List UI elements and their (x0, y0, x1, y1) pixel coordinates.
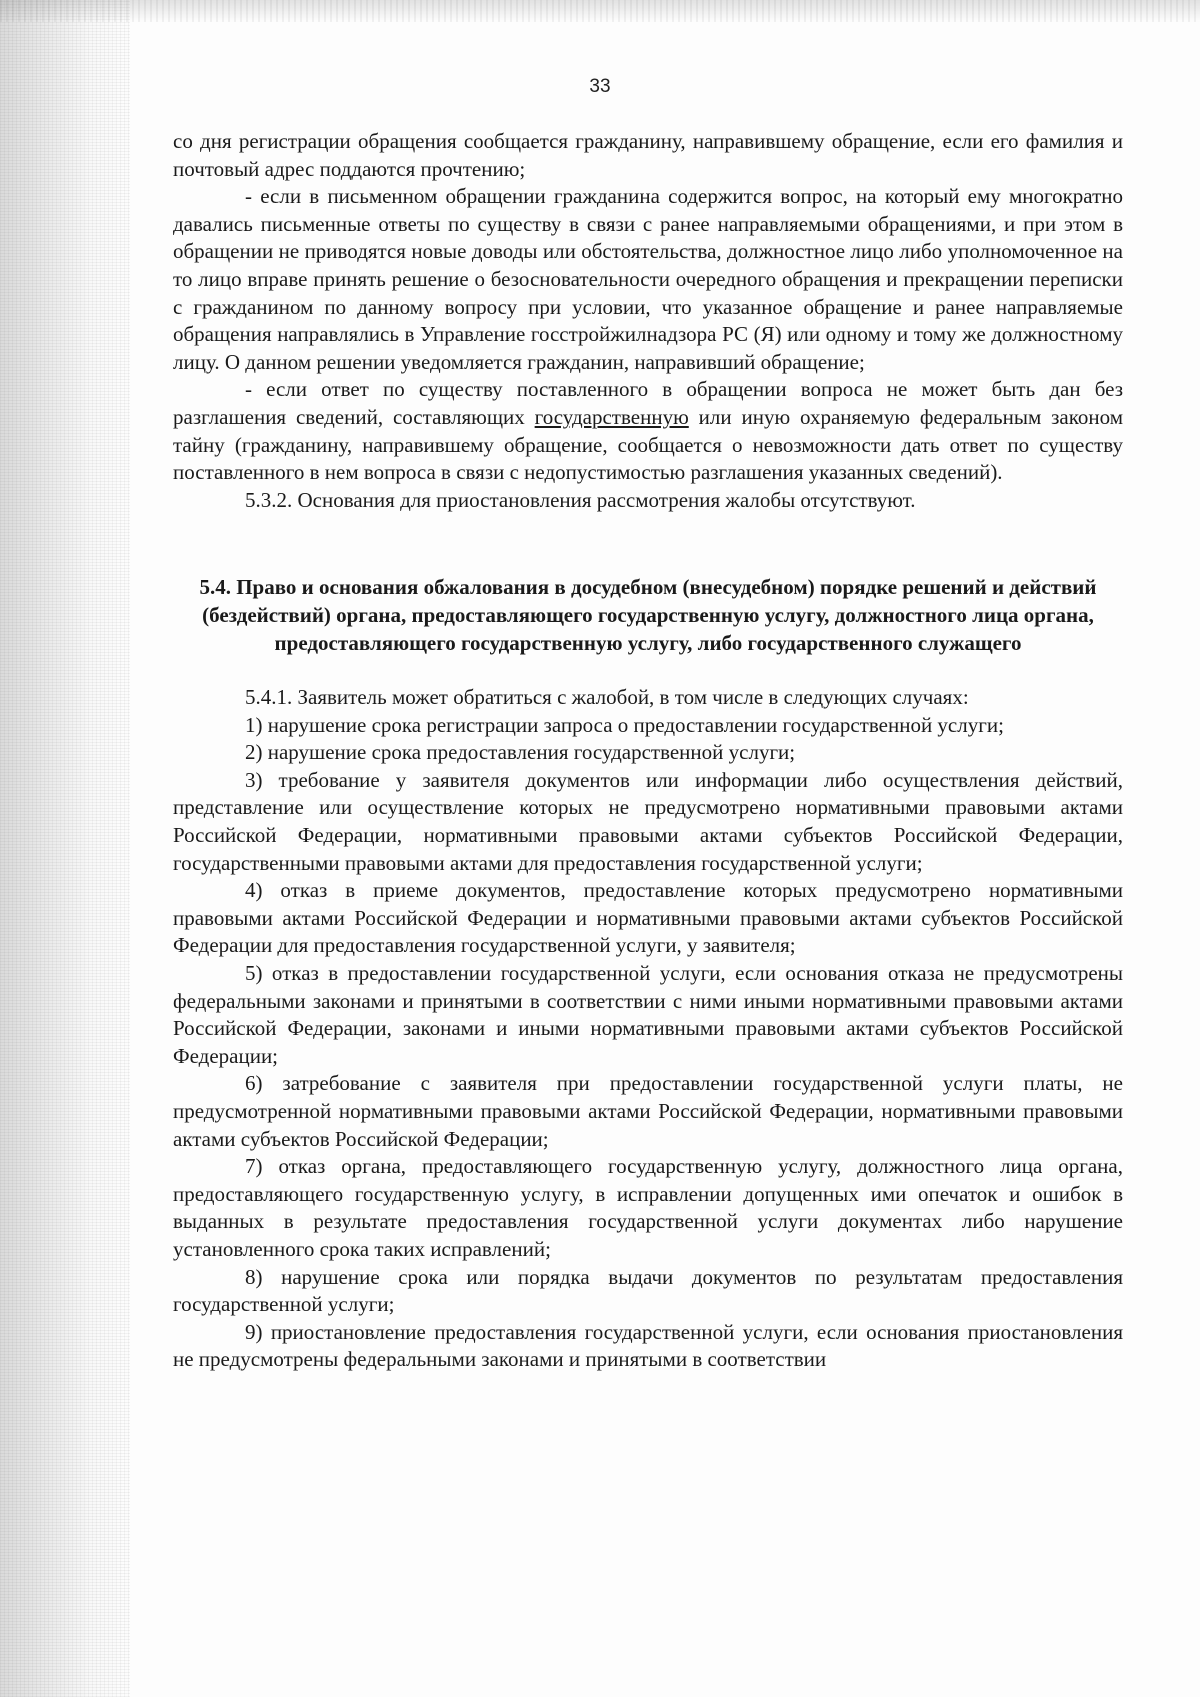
list-item: 9) приостановление предоставления государственной услуги, если основания приостановления не предусмотрены федеральными законами и принятыми в соответствии (173, 1319, 1123, 1372)
list-item: 3) требование у заявителя документов или информации либо осуществления действий, представление или осуществление которых не предусмотрено нормативными правовыми актами Российской Федерации, нормативными правовыми актами субъектов Российской Федерации, государственными правовыми актами для предоставления государственной услуги; (173, 767, 1123, 875)
page-number: 33 (589, 76, 611, 97)
list-item: 7) отказ органа, предоставляющего государственную услугу, должностного лица органа, предоставляющего государственную услугу, в исправлении допущенных ими опечаток и ошибок в выданных в результате предоставления государственной услуги документах либо нарушение установленного срока таких исправлений; (173, 1154, 1123, 1261)
secret-text-before: - если ответ по существу поставленного в обращении вопроса не может быть дан без разглашения сведений, составляющих (173, 377, 1123, 429)
list-item: 5) отказ в предоставлении государственной услуги, если основания отказа не предусмотрены федеральными законами и принятыми в соответствии с ними иными нормативными правовыми актами Российской Федерации, законами и иными нормативными правовыми актами субъектов Российской Федерации; (173, 961, 1123, 1068)
paragraph-continuation: со дня регистрации обращения сообщается гражданину, направившему обращение, если его фамилия и почтовый адрес поддаются прочтению; (173, 129, 1123, 181)
paragraph-5-3-2: 5.3.2. Основания для приостановления рассмотрения жалобы отсутствуют. (245, 487, 916, 512)
list-item: 1) нарушение срока регистрации запроса о предоставлении государственной услуги; (245, 712, 1004, 737)
section-heading-5-4: 5.4. Право и основания обжалования в досудебном (внесудебном) порядке решений и действий (бездействий) органа, предоставляющего государственную услугу, должностного лица органа, предоставляющего государственную услугу, либо государственного служащего (199, 575, 1097, 655)
list-item: 4) отказ в приеме документов, предоставление которых предусмотрено нормативными правовыми актами Российской Федерации и нормативными правовыми актами субъектов Российской Федерации для предоставления государственной услуги, у заявителя; (173, 878, 1123, 958)
list-item: 6) затребование с заявителя при предоставлении государственной услуги платы, не предусмотренной нормативными правовыми актами Российской Федерации, нормативными правовыми актами субъектов Российской Федерации; (173, 1071, 1123, 1151)
secret-text-underlined: государственную (534, 404, 689, 429)
paragraph-state-secret (173, 376, 1123, 486)
secret-text-after: или иную охраняемую федеральным законом тайну (гражданину, направившему обращение, сообщается о невозможности дать ответ по существу поставленного в нем вопроса в связи с недопустимостью разглашения указанных сведений). (173, 404, 1123, 485)
list-item: 5.4.1. Заявитель может обратиться с жалобой, в том числе в следующих случаях: (245, 685, 969, 710)
list-item: 2) нарушение срока предоставления государственной услуги; (245, 740, 796, 765)
scan-noise-left (0, 0, 130, 1697)
list-item: 8) нарушение срока или порядка выдачи документов по результатам предоставления государственной услуги; (173, 1264, 1123, 1317)
scan-noise-top (0, 0, 1200, 22)
paragraph-repeated-appeals: - если в письменном обращении гражданина содержится вопрос, на который ему многократно давались письменные ответы по существу в связи с ранее направляемыми обращениями, и при этом в обращении не приводятся новые доводы или обстоятельства, должностное лицо либо уполномоченное на то лицо вправе принять решение о безосновательности очередного обращения и прекращении переписки с гражданином по данному вопросу при условии, что указанное обращение и ранее направляемые обращения направлялись в Управление госстройжилнадзора РС (Я) или одному и тому же должностному лицу. О данном решении уведомляется гражданин, направивший обращение; (173, 184, 1123, 374)
document-body (173, 128, 1123, 1374)
